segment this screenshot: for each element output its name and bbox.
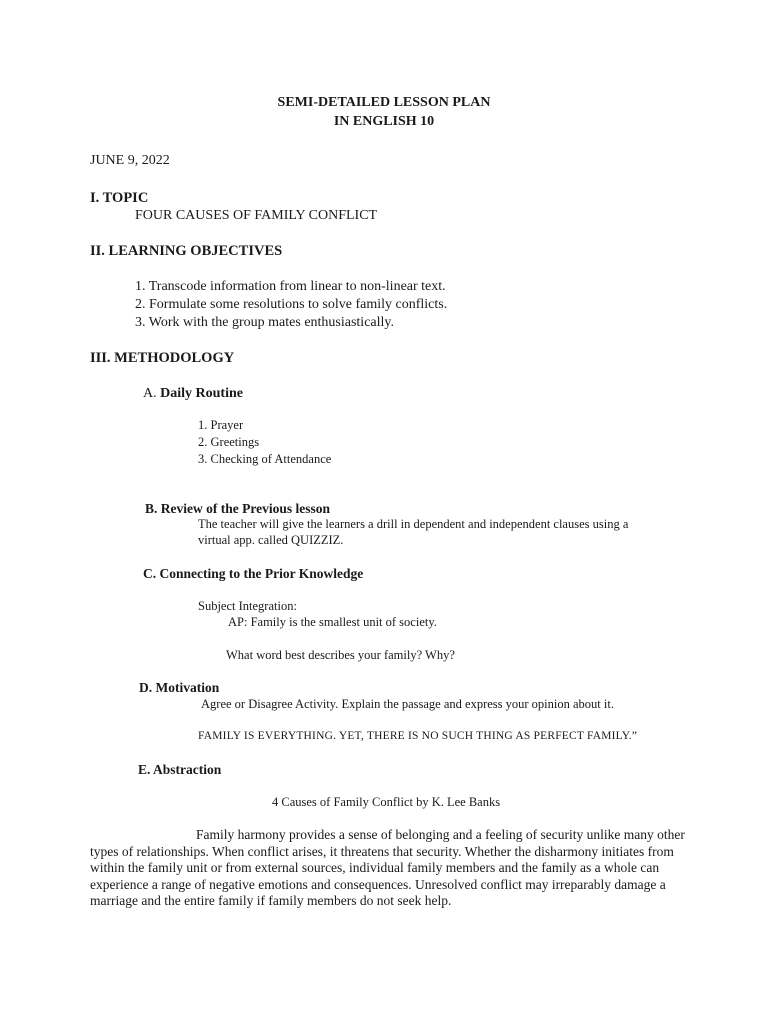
routine-item: 2. Greetings <box>198 435 260 449</box>
routine-item: 3. Checking of Attendance <box>198 452 332 466</box>
article-title: 4 Causes of Family Conflict by K. Lee Banks <box>272 795 501 809</box>
methodology-heading: III. METHODOLOGY <box>90 350 235 366</box>
motivation-instruction: Agree or Disagree Activity. Explain the passage and express your opinion about it. <box>201 697 614 711</box>
abstraction-paragraph-text: Family harmony provides a sense of belonging and a feeling of security unlike many other types of relationships. When conflict arises, it threatens that security. Whether the disharmony initiates from within the family unit or from external sources, individual family members and the family as a whole can experience a range of negative emotions and consequences. Unresolved conflict may irreparably damage a marriage and the entire family if family members do not seek help. <box>90 827 685 908</box>
subject-integration-label: Subject Integration: <box>198 599 297 613</box>
objective-item: 1. Transcode information from linear to non-linear text. <box>135 279 446 294</box>
topic-heading: I. TOPIC <box>90 190 149 206</box>
motivating-question: What word best describes your family? Why? <box>226 648 455 662</box>
abstraction-heading: E. Abstraction <box>138 762 222 777</box>
motivation-heading: D. Motivation <box>139 680 220 695</box>
daily-routine-letter: A. <box>143 386 157 401</box>
daily-routine-label: Daily Routine <box>160 386 243 401</box>
connecting-heading: C. Connecting to the Prior Knowledge <box>143 566 364 581</box>
objective-item: 2. Formulate some resolutions to solve family conflicts. <box>135 297 448 312</box>
title-line-2: IN ENGLISH 10 <box>333 114 435 129</box>
review-heading: B. Review of the Previous lesson <box>145 501 330 516</box>
topic-text: FOUR CAUSES OF FAMILY CONFLICT <box>135 208 378 223</box>
routine-item: 1. Prayer <box>198 418 244 432</box>
objectives-heading: II. LEARNING OBJECTIVES <box>90 243 283 259</box>
review-text-line-2: virtual app. called QUIZZIZ. <box>198 533 344 547</box>
title-line-1: SEMI-DETAILED LESSON PLAN <box>277 95 491 110</box>
objective-item: 3. Work with the group mates enthusiastically. <box>135 315 394 330</box>
review-text-line-1: The teacher will give the learners a drill in dependent and independent clauses using a <box>198 517 629 531</box>
daily-routine-heading <box>143 386 243 402</box>
lesson-date: JUNE 9, 2022 <box>90 153 170 168</box>
ap-integration-text: AP: Family is the smallest unit of society. <box>228 615 437 629</box>
abstraction-paragraph <box>90 827 690 910</box>
motivation-quote: FAMILY IS EVERYTHING. YET, THERE IS NO SUCH THING AS PERFECT FAMILY.” <box>198 730 638 742</box>
